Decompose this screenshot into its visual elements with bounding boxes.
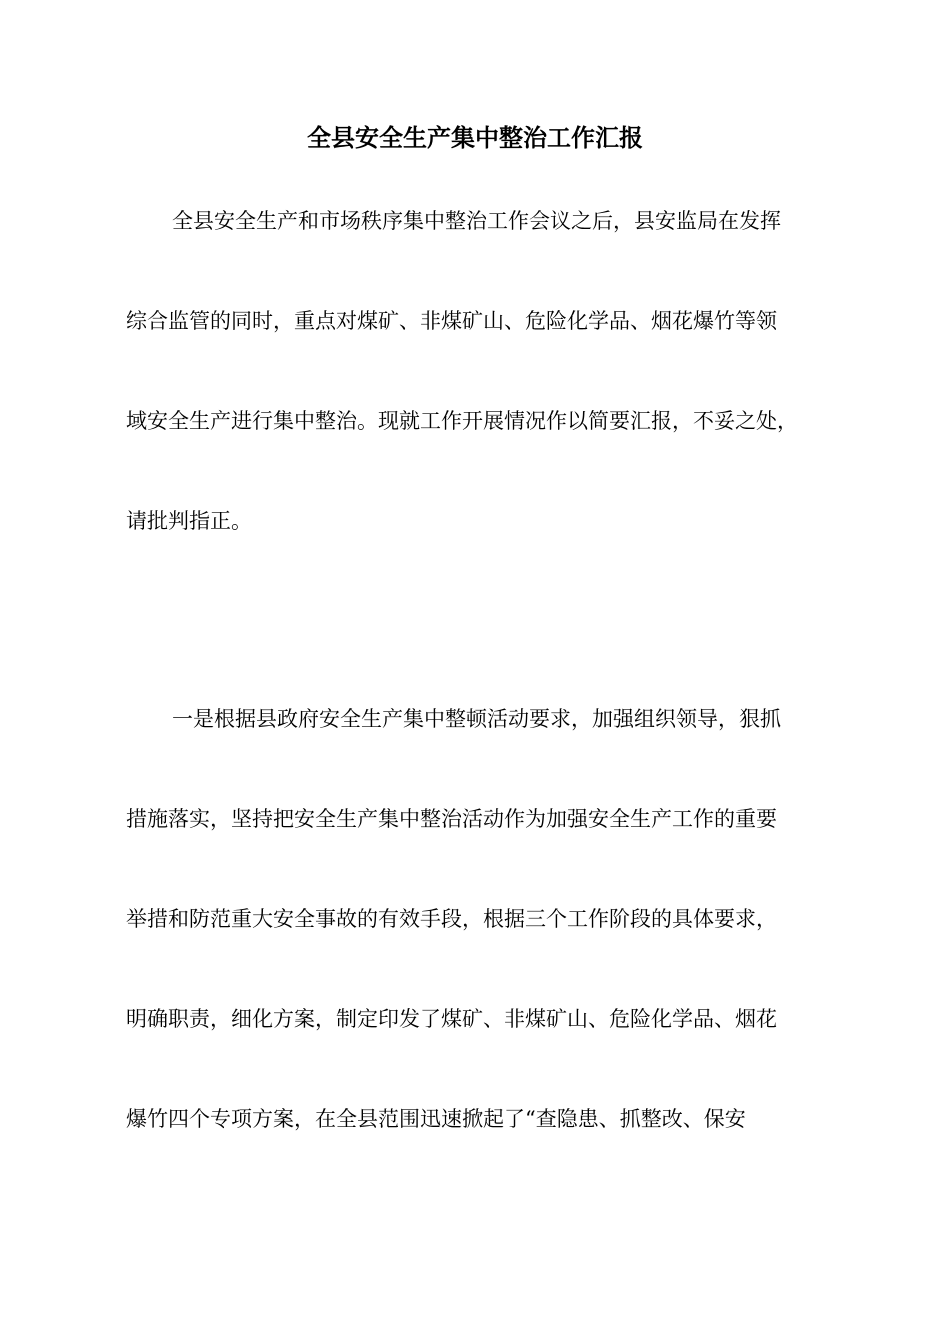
paragraph-1-line-1: 全县安全生产和市场秩序集中整治工作会议之后，县安监局在发挥 xyxy=(172,209,781,233)
paragraph-1-line-2: 综合监管的同时，重点对煤矿、非煤矿山、危险化学品、烟花爆竹等领 xyxy=(126,309,777,333)
paragraph-2-line-2: 措施落实，坚持把安全生产集中整治活动作为加强安全生产工作的重要 xyxy=(126,807,777,831)
paragraph-1-line-4: 请批判指正。 xyxy=(126,509,252,533)
paragraph-2-line-1: 一是根据县政府安全生产集中整顿活动要求，加强组织领导，狠抓 xyxy=(172,707,781,731)
paragraph-1-line-3: 域安全生产进行集中整治。现就工作开展情况作以简要汇报，不妥之处， xyxy=(126,409,798,433)
paragraph-2-line-3: 举措和防范重大安全事故的有效手段，根据三个工作阶段的具体要求， xyxy=(126,907,777,931)
paragraph-2-line-5: 爆竹四个专项方案，在全县范围迅速掀起了“查隐患、抓整改、保安 xyxy=(126,1107,746,1131)
document-title: 全县安全生产集中整治工作汇报 xyxy=(307,124,643,152)
paragraph-2-line-4: 明确职责，细化方案，制定印发了煤矿、非煤矿山、危险化学品、烟花 xyxy=(126,1007,777,1031)
